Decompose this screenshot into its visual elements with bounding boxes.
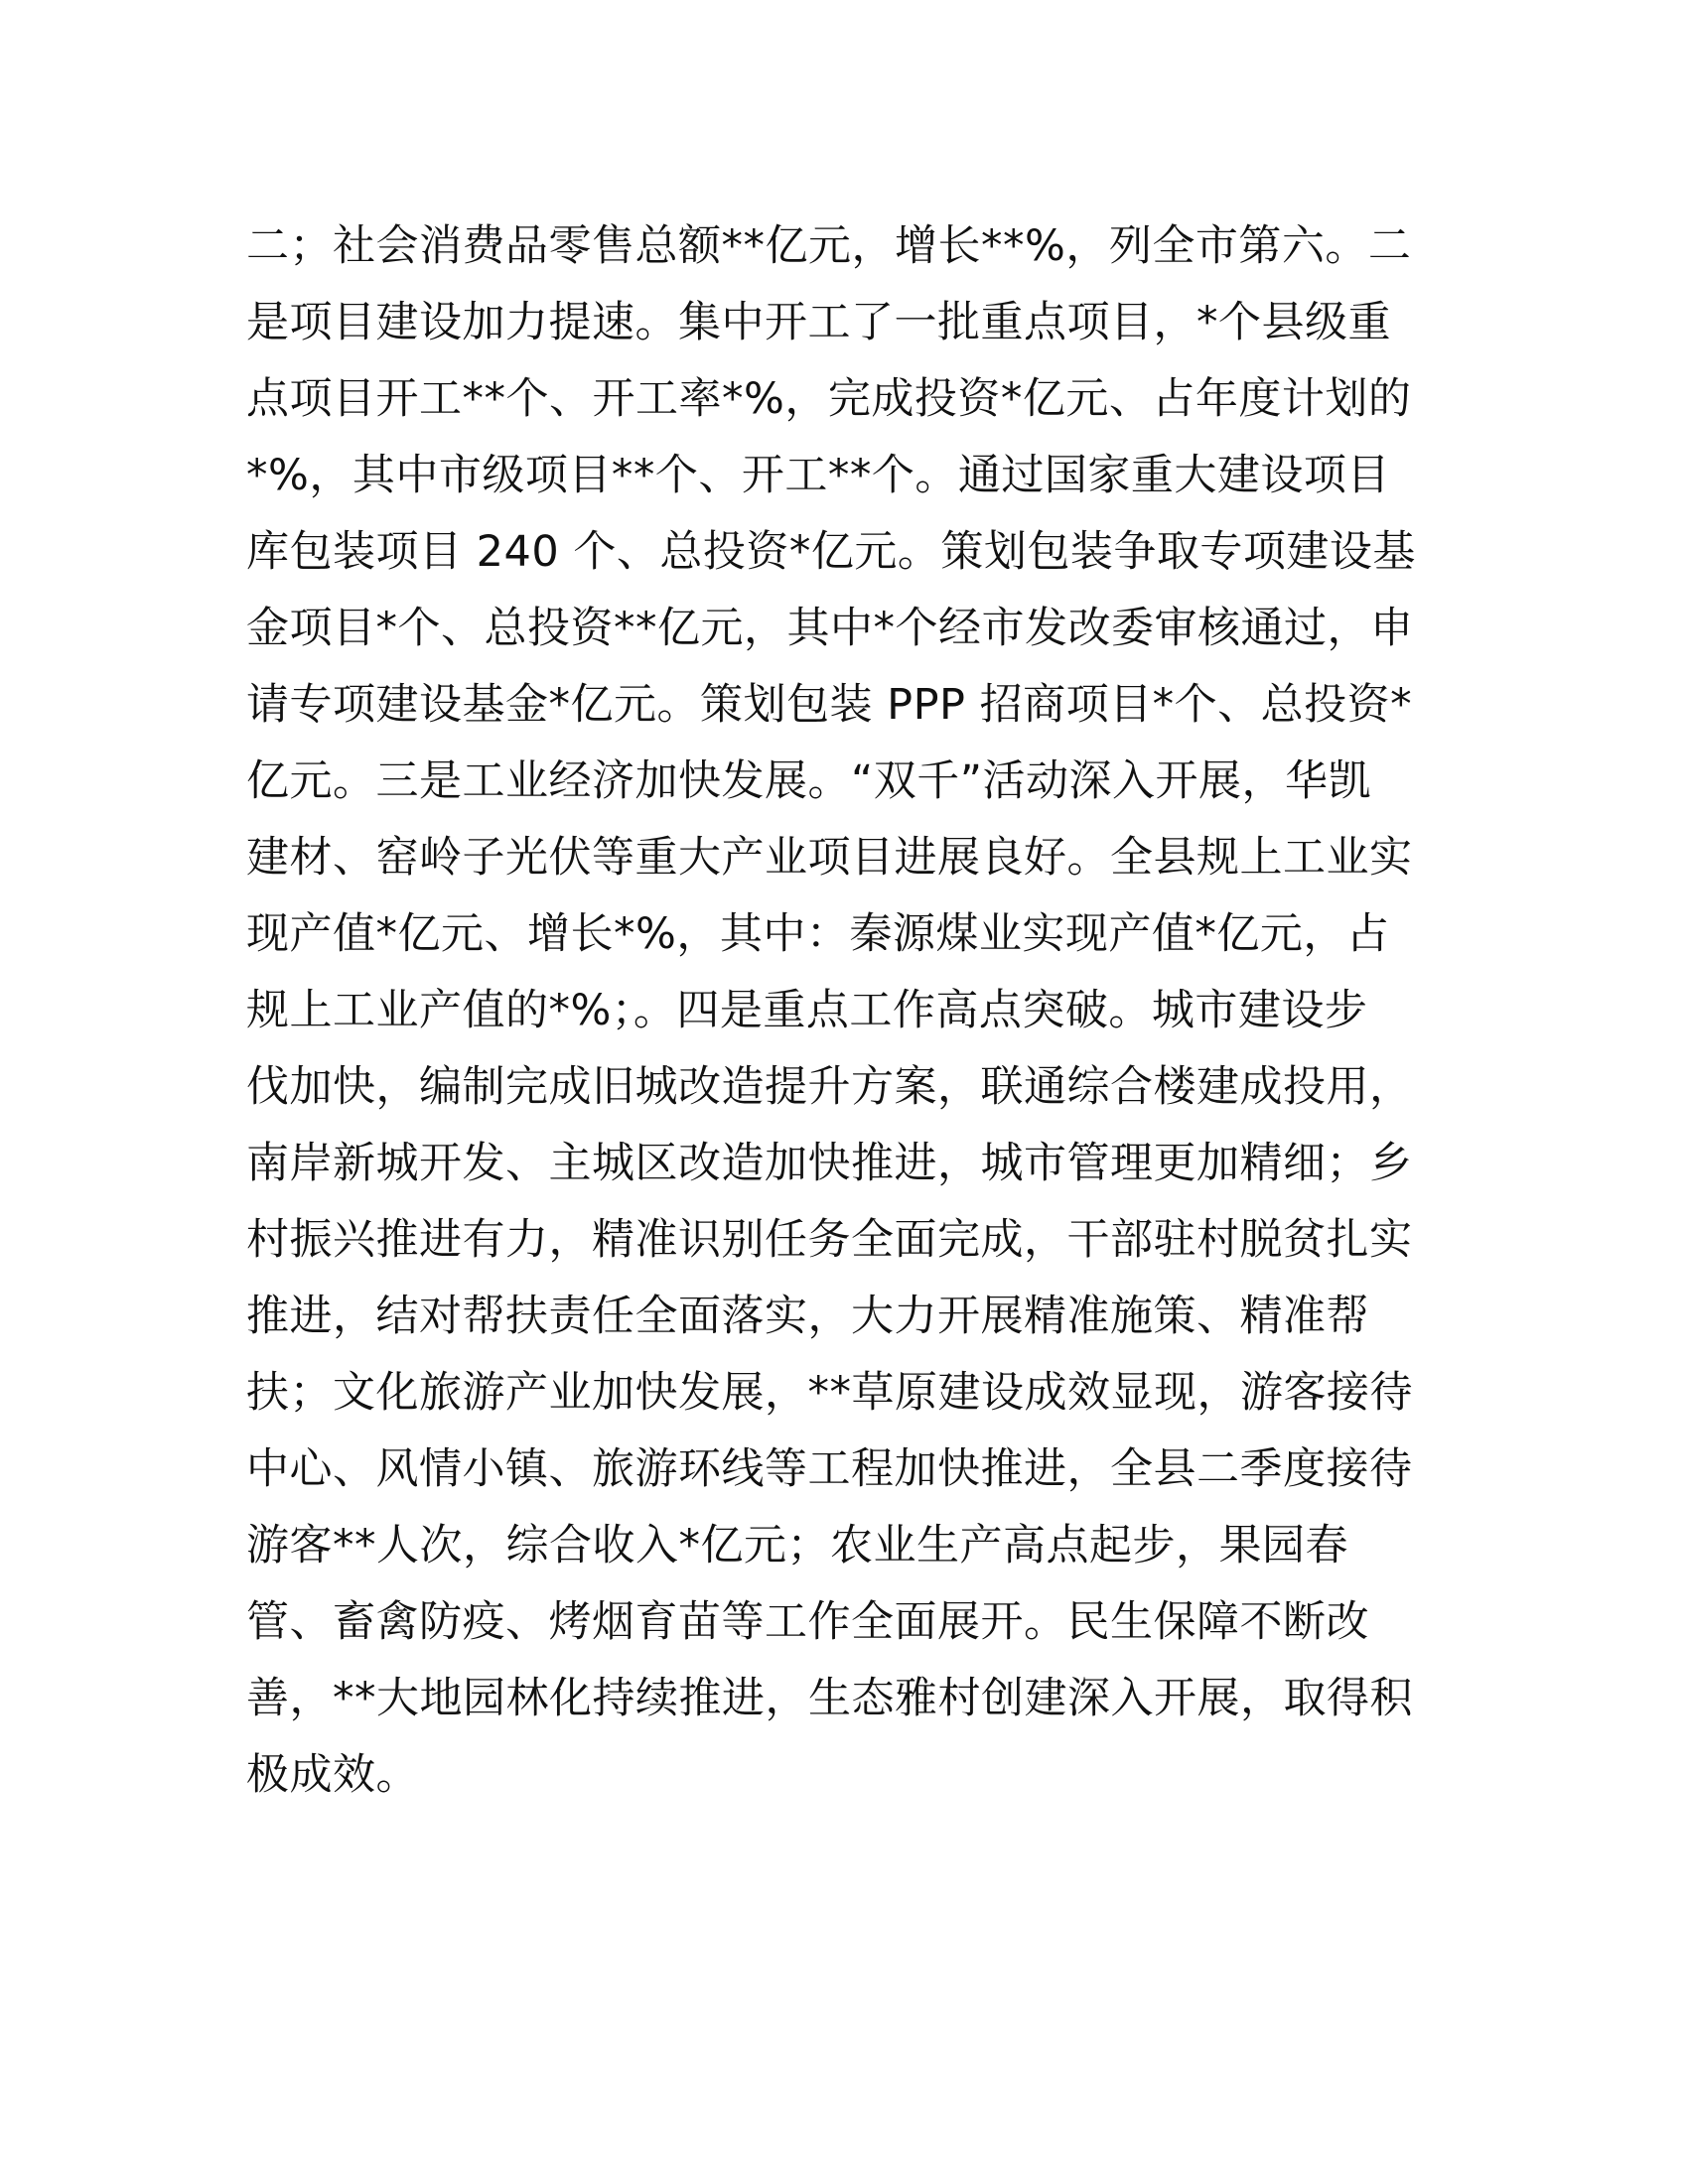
paragraph-line-7: 请专项建设基金*亿元。策划包装 PPP 招商项目*个、总投资* [246, 680, 1413, 730]
paragraph-line-20: 善，**大地园林化持续推进，生态雅村创建深入开展，取得积 [246, 1674, 1413, 1723]
paragraph-line-1: 二；社会消费品零售总额**亿元，增长**%，列全市第六。二 [246, 221, 1412, 271]
paragraph-line-12: 伐加快，编制完成旧城改造提升方案，联通综合楼建成投用， [246, 1062, 1413, 1112]
paragraph-line-4: *%，其中市级项目**个、开工**个。通过国家重大建设项目 [246, 451, 1390, 500]
paragraph-line-5: 库包装项目 240 个、总投资*亿元。策划包装争取专项建设基 [246, 527, 1416, 577]
paragraph-line-10: 现产值*亿元、增长*%，其中：秦源煤业实现产值*亿元，占 [246, 909, 1390, 959]
paragraph-line-19: 管、畜禽防疫、烤烟育苗等工作全面展开。民生保障不断改 [246, 1597, 1369, 1647]
paragraph-line-17: 中心、风情小镇、旅游环线等工程加快推进，全县二季度接待 [246, 1444, 1413, 1494]
paragraph-line-2: 是项目建设加力提速。集中开工了一批重点项目，*个县级重 [246, 298, 1391, 347]
paragraph-line-21: 极成效。 [246, 1750, 419, 1800]
paragraph-line-6: 金项目*个、总投资**亿元，其中*个经市发改委审核通过，申 [246, 604, 1414, 653]
body-paragraph [246, 208, 1448, 1814]
paragraph-line-16: 扶；文化旅游产业加快发展，**草原建设成效显现，游客接待 [246, 1368, 1413, 1418]
paragraph-line-15: 推进，结对帮扶责任全面落实，大力开展精准施策、精准帮 [246, 1292, 1369, 1341]
paragraph-line-13: 南岸新城开发、主城区改造加快推进，城市管理更加精细；乡 [246, 1139, 1413, 1188]
paragraph-line-14: 村振兴推进有力，精准识别任务全面完成，干部驻村脱贫扎实 [246, 1215, 1413, 1265]
paragraph-line-18: 游客**人次，综合收入*亿元；农业生产高点起步，果园春 [246, 1521, 1348, 1570]
paragraph-line-9: 建材、窑岭子光伏等重大产业项目进展良好。全县规上工业实 [246, 833, 1413, 883]
paragraph-line-11: 规上工业产值的*%；。四是重点工作高点突破。城市建设步 [246, 986, 1368, 1035]
paragraph-line-3: 点项目开工**个、开工率*%，完成投资*亿元、占年度计划的 [246, 374, 1412, 424]
paragraph-line-8: 亿元。三是工业经济加快发展。“双千”活动深入开展，华凯 [246, 756, 1372, 806]
